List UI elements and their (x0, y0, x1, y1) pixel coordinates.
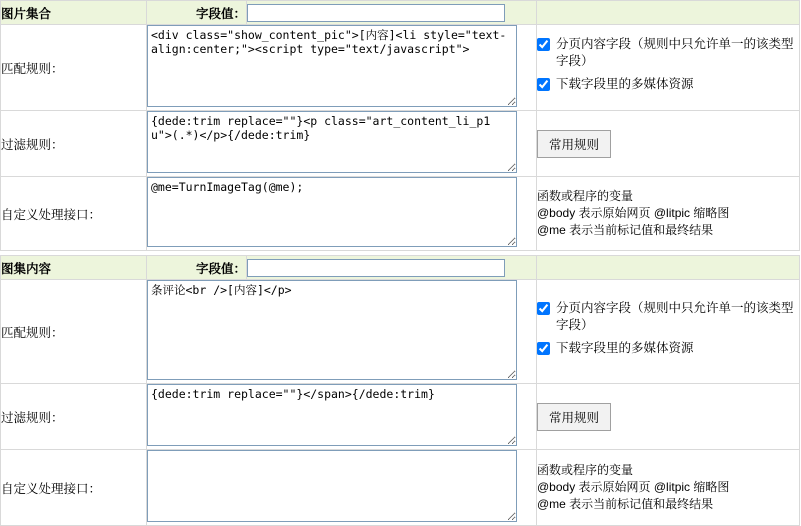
options-cell (537, 280, 800, 384)
match-rule-cell (147, 280, 537, 384)
field-value-cell (247, 1, 537, 25)
download-media-checkbox[interactable] (537, 342, 550, 355)
match-rule-label: 匹配规则： (1, 25, 147, 111)
section-header-row (1, 1, 800, 25)
paging-field-label: 分页内容字段（规则中只允许单一的该类型字段） (556, 301, 794, 332)
section-gallery-content (0, 255, 800, 526)
checkbox-row-paging[interactable] (537, 300, 799, 334)
section-header-spacer (537, 256, 800, 280)
download-media-label: 下载字段里的多媒体资源 (556, 77, 694, 91)
help-line-1: 函数或程序的变量 (537, 463, 634, 477)
paging-field-checkbox[interactable] (537, 302, 550, 315)
custom-interface-row (1, 177, 800, 251)
common-rules-cell (537, 111, 800, 177)
custom-interface-textarea[interactable] (147, 177, 517, 247)
checkbox-row-download[interactable] (537, 76, 799, 93)
match-rule-cell (147, 25, 537, 111)
help-line-3: @me 表示当前标记值和最终结果 (537, 223, 714, 237)
help-cell (537, 177, 800, 251)
match-rule-label: 匹配规则： (1, 280, 147, 384)
common-rules-button[interactable]: 常用规则 (537, 130, 611, 158)
section-image-collection (0, 0, 800, 251)
section-title: 图片集合 (1, 1, 147, 25)
help-line-1: 函数或程序的变量 (537, 189, 634, 203)
field-value-label: 字段值： (147, 1, 247, 25)
match-rule-textarea[interactable] (147, 25, 517, 107)
filter-rule-row (1, 384, 800, 450)
common-rules-cell (537, 384, 800, 450)
section-header-spacer (537, 1, 800, 25)
help-cell (537, 450, 800, 526)
common-rules-button[interactable]: 常用规则 (537, 403, 611, 431)
filter-rule-cell (147, 384, 537, 450)
custom-interface-textarea[interactable] (147, 450, 517, 522)
custom-interface-label: 自定义处理接口： (1, 177, 147, 251)
paging-field-checkbox[interactable] (537, 38, 550, 51)
checkbox-row-paging[interactable] (537, 36, 799, 70)
custom-interface-row (1, 450, 800, 526)
filter-rule-label: 过滤规则： (1, 384, 147, 450)
section-header-row (1, 256, 800, 280)
checkbox-row-download[interactable] (537, 340, 799, 357)
match-rule-textarea[interactable] (147, 280, 517, 380)
help-line-3: @me 表示当前标记值和最终结果 (537, 497, 714, 511)
download-media-label: 下载字段里的多媒体资源 (556, 341, 694, 355)
help-line-2: @body 表示原始网页 @litpic 缩略图 (537, 480, 730, 494)
filter-rule-row (1, 111, 800, 177)
custom-interface-label: 自定义处理接口： (1, 450, 147, 526)
options-cell (537, 25, 800, 111)
custom-interface-cell (147, 177, 537, 251)
custom-interface-cell (147, 450, 537, 526)
help-line-2: @body 表示原始网页 @litpic 缩略图 (537, 206, 730, 220)
download-media-checkbox[interactable] (537, 78, 550, 91)
field-value-cell (247, 256, 537, 280)
filter-rule-textarea[interactable] (147, 384, 517, 446)
filter-rule-cell (147, 111, 537, 177)
section-title: 图集内容 (1, 256, 147, 280)
paging-field-label: 分页内容字段（规则中只允许单一的该类型字段） (556, 37, 794, 68)
match-rule-row (1, 280, 800, 384)
match-rule-row (1, 25, 800, 111)
field-value-input[interactable] (247, 4, 505, 22)
field-value-input[interactable] (247, 259, 505, 277)
filter-rule-textarea[interactable] (147, 111, 517, 173)
filter-rule-label: 过滤规则： (1, 111, 147, 177)
field-value-label: 字段值： (147, 256, 247, 280)
